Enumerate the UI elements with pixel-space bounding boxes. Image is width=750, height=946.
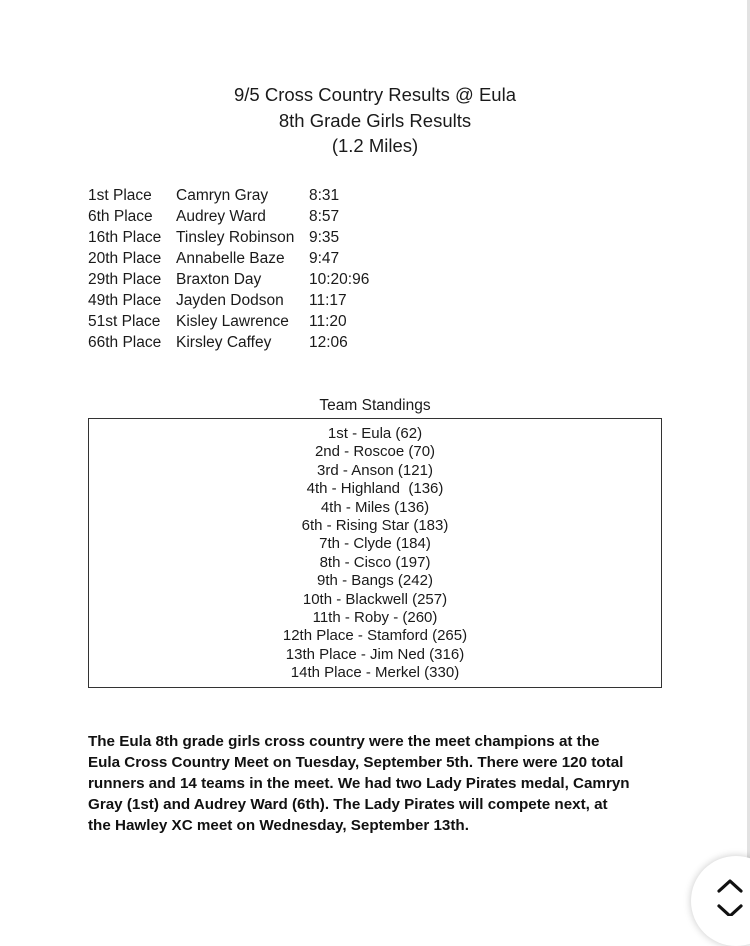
summary-line: Eula Cross Country Meet on Tuesday, September 5th. There were 120 total	[88, 754, 624, 771]
result-name: Annabelle Baze	[176, 250, 285, 267]
standing-item: 14th Place - Merkel (330)	[290, 664, 460, 682]
summary-line: runners and 14 teams in the meet. We had two Lady Pirates medal, Camryn	[88, 775, 630, 792]
summary-line: Gray (1st) and Audrey Ward (6th). The Lady Pirates will compete next, at	[88, 796, 608, 813]
result-name: Camryn Gray	[176, 187, 269, 204]
result-time: 8:57	[309, 208, 340, 225]
result-name: Braxton Day	[176, 271, 262, 288]
standing-item: 11th - Roby - (260)	[312, 609, 438, 627]
summary-line: the Hawley XC meet on Wednesday, September 13th.	[88, 817, 469, 834]
standing-item: 3rd - Anson (121)	[317, 461, 433, 479]
result-place: 66th Place	[88, 334, 162, 351]
team-standings-box	[88, 418, 662, 688]
document-header	[0, 82, 750, 159]
chevron-down-icon[interactable]	[719, 906, 741, 916]
team-standings-list	[89, 419, 661, 683]
result-name: Kisley Lawrence	[176, 313, 289, 330]
result-time: 9:47	[309, 250, 340, 267]
summary-line: The Eula 8th grade girls cross country were the meet champions at the	[88, 733, 600, 750]
standing-item: 10th - Blackwell (257)	[302, 590, 448, 608]
result-name: Kirsley Caffey	[176, 334, 272, 351]
standing-item: 8th - Cisco (197)	[319, 553, 431, 571]
result-time: 11:20	[309, 313, 347, 330]
result-name: Jayden Dodson	[176, 292, 284, 309]
standing-item: 12th Place - Stamford (265)	[282, 627, 468, 645]
standing-item: 4th - Highland (136)	[306, 480, 444, 498]
result-name: Audrey Ward	[176, 208, 266, 225]
standing-item: 9th - Bangs (242)	[317, 572, 433, 590]
result-place: 16th Place	[88, 229, 162, 246]
result-time: 12:06	[309, 334, 348, 351]
result-place: 1st Place	[88, 187, 152, 204]
result-place: 51st Place	[88, 313, 161, 330]
scroll-chevrons	[716, 876, 744, 916]
result-time: 9:35	[309, 229, 340, 246]
page-title: 9/5 Cross Country Results @ Eula	[234, 84, 516, 105]
result-time: 11:17	[309, 292, 347, 309]
result-place: 29th Place	[88, 271, 162, 288]
scroll-control-button[interactable]	[691, 856, 750, 946]
race-distance: (1.2 Miles)	[331, 135, 419, 156]
result-time: 10:20:96	[309, 271, 370, 288]
standing-item: 6th - Rising Star (183)	[301, 517, 449, 535]
result-name: Tinsley Robinson	[176, 229, 295, 246]
standing-item: 1st - Eula (62)	[327, 425, 423, 442]
summary-paragraph	[88, 731, 668, 836]
team-standings-title: Team Standings	[319, 397, 431, 414]
standing-item: 13th Place - Jim Ned (316)	[285, 645, 465, 663]
result-place: 20th Place	[88, 250, 162, 267]
standing-item: 7th - Clyde (184)	[319, 535, 431, 553]
result-time: 8:31	[309, 187, 340, 204]
result-place: 6th Place	[88, 208, 153, 225]
standing-item: 4th - Miles (136)	[320, 498, 430, 516]
standing-item: 2nd - Roscoe (70)	[314, 443, 436, 461]
result-place: 49th Place	[88, 292, 162, 309]
page-subtitle: 8th Grade Girls Results	[278, 109, 472, 131]
chevron-up-icon[interactable]	[719, 881, 741, 891]
